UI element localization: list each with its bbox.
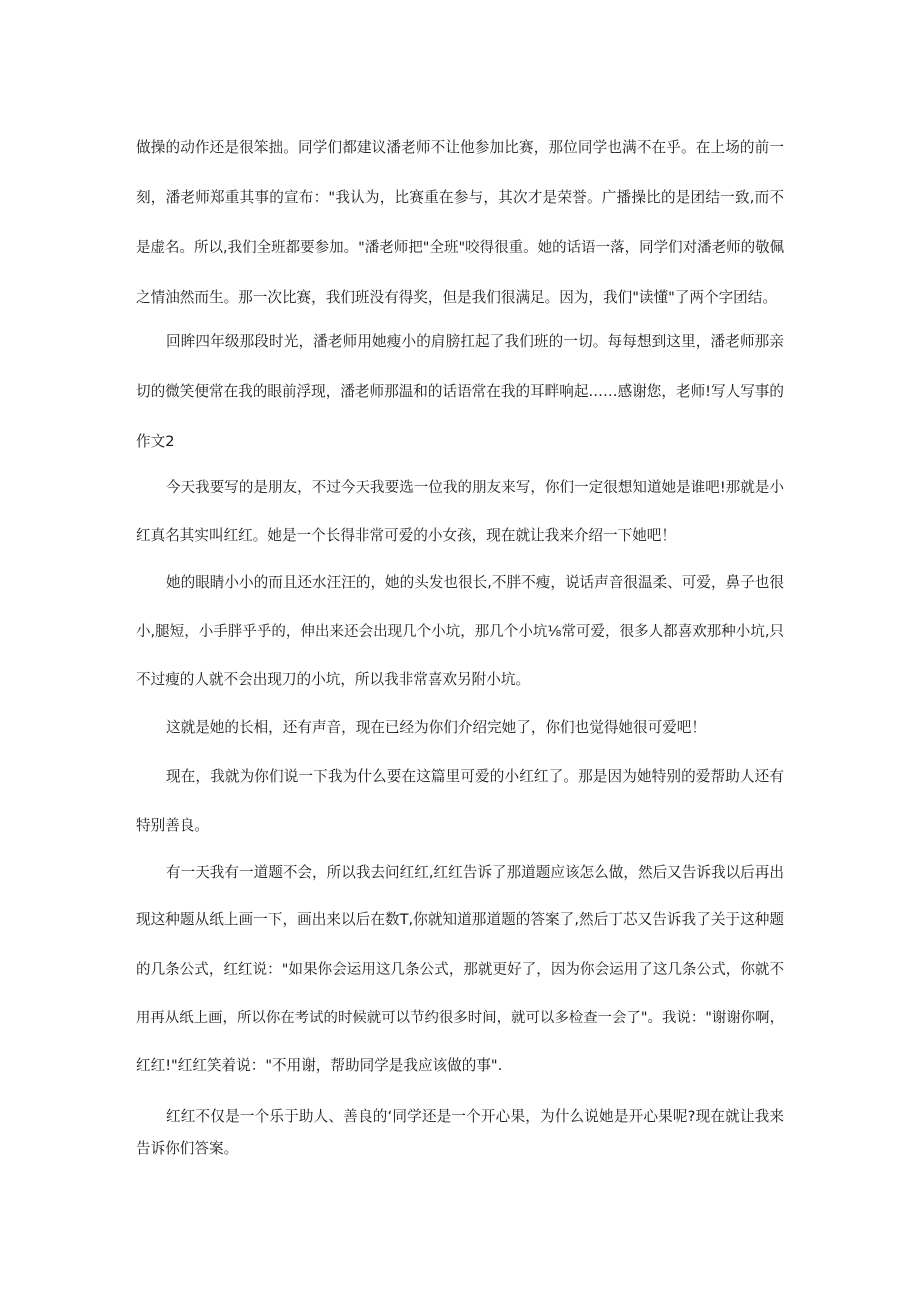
text-line-14: 现在，我就为你们说一下我为什么要在这篇里可爱的小红红了。那是因为她特别的爱帮助人还有 (166, 768, 784, 785)
text-line-13: 这就是她的长相，还有声音，现在已经为你们介绍完她了，你们也觉得她很可爱吧！ (166, 719, 706, 736)
text-line-5: 回眸四年级那段时光，潘老师用她瘦小的肩膀扛起了我们班的一切。每每想到这里，潘老师那亲 (166, 333, 784, 350)
text-line-18: 的几条公式，红红说："如果你会运用这几条公式，那就更好了，因为你会运用了这几条公式，你就不 (136, 962, 784, 978)
text-line-8: 今天我要写的是朋友，不过今天我要选一位我的朋友来写，你们一定很想知道她是谁吧!那就是小 (166, 480, 784, 496)
text-line-4: 之情油然而生。那一次比赛，我们班没有得奖，但是我们很满足。因为，我们"读懂"了两个字团结。 (136, 289, 777, 306)
text-line-22: 告诉你们答案。 (136, 1140, 239, 1157)
text-line-7: 作文2 (136, 433, 175, 450)
text-line-9: 红真名其实叫红红。她是一个长得非常可爱的小女孩，现在就让我来介绍一下她吧！ (136, 527, 676, 544)
text-line-17: 现这种题从纸上画一下，画出来以后在数T,你就知道那道题的答案了,然后丁芯又告诉我了关于这种题 (136, 911, 784, 928)
text-line-12: 不过瘦的人就不会出现刀的小坑，所以我非常喜欢另附小坑。 (136, 671, 531, 688)
text-line-6: 切的微笑便常在我的眼前浮现，潘老师那温和的话语常在我的耳畔响起……感谢您，老师!写人写事的 (136, 383, 784, 400)
text-line-10: 她的眼睛小小的而且还水汪汪的，她的头发也很长,不胖不瘦，说话声音很温柔、可爱，鼻子也很 (166, 574, 784, 591)
text-line-2: 刻，潘老师郑重其事的宣布："我认为，比赛重在参与，其次才是荣誉。广播操比的是团结一致,而不 (136, 189, 784, 206)
text-line-21: 红红不仅是一个乐于助人、善良的‘同学还是一个开心果，为什么说她是开心果呢?现在就让我来 (166, 1108, 784, 1125)
text-line-16: 有一天我有一道题不会，所以我去问红红,红红告诉了那道题应该怎么做，然后又告诉我以后再出 (166, 864, 784, 881)
text-line-15: 特别善良。 (136, 817, 209, 834)
text-line-19: 用再从纸上画，所以你在考试的时候就可以节约很多时间，就可以多检查一会了"。我说："谢谢你啊， (136, 1010, 784, 1026)
text-line-20: 红红!"红红笑着说："不用谢，帮助同学是我应该做的事". (136, 1057, 503, 1074)
text-line-1: 做操的动作还是很笨拙。同学们都建议潘老师不让他参加比赛，那位同学也满不在乎。在上场的前一 (136, 139, 784, 156)
text-line-3: 是虚名。所以,我们全班都要参加。"潘老师把"全班"咬得很重。她的话语一落，同学们对潘老师的敬佩 (136, 240, 785, 256)
text-line-11: 小,腿短，小手胖乎乎的，伸出来还会出现几个小坑，那几个小坑⅛常可爱，很多人都喜欢那种小坑,只 (136, 624, 784, 640)
